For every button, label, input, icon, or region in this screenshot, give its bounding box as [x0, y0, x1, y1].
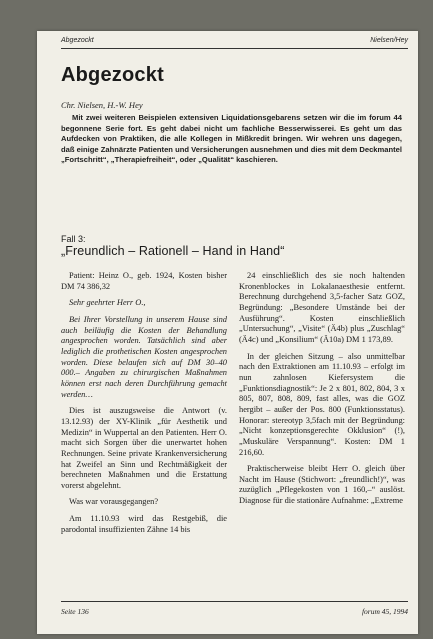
- paragraph: Praktischerweise bleibt Herr O. gleich über Nacht im Hause (Stichwort: „freundlich!)“, was zuzüglich „Pflegekosten von 1 160,–“ auslöst. Diagnose für die stationäre Aufnahme: „Extreme: [239, 464, 405, 506]
- paragraph: Was war vorausgegangen?: [69, 497, 159, 507]
- paragraph: 24 einschließlich des sie noch haltenden Kronenblockes in Lokalanaesthesie entfernt. Berechnung durchgehend 3,5-facher Satz GOZ, Begründung: „Besondere Umstände bei der Ausführung“. Kosten einschließlich „Untersuchung“, „Visite“ (Ä4b) plus „Zuschlag“ (Ä4c) und „Konsilium“ (Ä10a) DM 1 173,89.: [239, 271, 405, 344]
- paragraph: Am 11.10.93 wird das Restgebiß, die parodontal insuffizienten Zähne 14 bis: [61, 514, 227, 534]
- footer-page-number: Seite 136: [61, 607, 89, 616]
- page-content: [61, 31, 408, 634]
- article-intro: Mit zwei weiteren Beispielen extensiven Liquidationsgebarens setzen wir die im forum 44 begonnene Serie fort. Es geht dabei nicht um fachliche Besserwisserei. Es geht um das Aufdecken von Praktiken, die alle Kollegen in Mißkredit bringen. Wir wehren uns dagegen, daß einige Zahnärzte Patienten und Versicherungen ausnehmen und dies mit dem Deckmantel „Fortschritt“, „Therapiefreiheit“, oder „Qualität“ kaschieren.: [61, 113, 402, 165]
- case-label: Fall 3:: [61, 234, 86, 244]
- footer-issue: forum 45, 1994: [361, 607, 408, 616]
- document-page: [37, 31, 418, 634]
- article-authors: Chr. Nielsen, H.-W. Hey: [61, 100, 143, 110]
- left-column: [61, 271, 227, 541]
- running-head-left: Abgezockt: [61, 37, 94, 44]
- paragraph: Sehr geehrter Herr O.,: [69, 298, 146, 308]
- paragraph: In der gleichen Sitzung – also unmittelbar nach den Extraktionen am 11.10.93 – erfolgt im nun zahnlosen Kiefersystem die „Funktionsdiagnostik“: Je 2 x 801, 802, 804, 3 x 805, 807, 808, 809, fast alles, was die GOZ hergibt – außer der Pos. 800 (Funktionsstatus). Honorar: stereotyp 3,5fach mit der Begründung: „Nicht konzeptionsgerechte Okklusion“ (!), „Muskuläre Verspannung“. Kosten: DM 1 216,60.: [239, 351, 405, 457]
- paragraph: Dies ist auszugsweise die Antwort (v. 13.12.93) der XY-Klinik „für Aesthetik und Medizin“ in Wuppertal an den Patienten. Herr O. macht sich Sorgen über die unerwartet hohen Rechnungen. Seine private Krankenversicherung hat Zweifel an Sinn und Rechtmäßigkeit der berechneten Maßnahmen und die Erstattung vorerst abgelehnt.: [61, 406, 227, 490]
- article-title: Abgezockt: [61, 64, 164, 86]
- header-rule: [61, 48, 408, 49]
- paragraph: Bei Ihrer Vorstellung in unserem Hause sind auch beiläufig die Kosten der Behandlung angesprochen worden. Tatsächlich sind aber lediglich die prothetischen Kosten angesprochen worden. Diese belaufen sich auf DM 30–40 000.– Angaben zu chirurgischen Maßnahmen können erst nach deren Durchführung gemacht werden…: [61, 314, 227, 399]
- footer-rule: [61, 601, 408, 602]
- case-title: „Freundlich – Rationell – Hand in Hand“: [61, 244, 285, 258]
- running-head-right: Nielsen/Hey: [370, 37, 408, 44]
- right-column: [239, 271, 405, 513]
- paragraph: Patient: Heinz O., geb. 1924, Kosten bisher DM 74 386,32: [61, 271, 227, 291]
